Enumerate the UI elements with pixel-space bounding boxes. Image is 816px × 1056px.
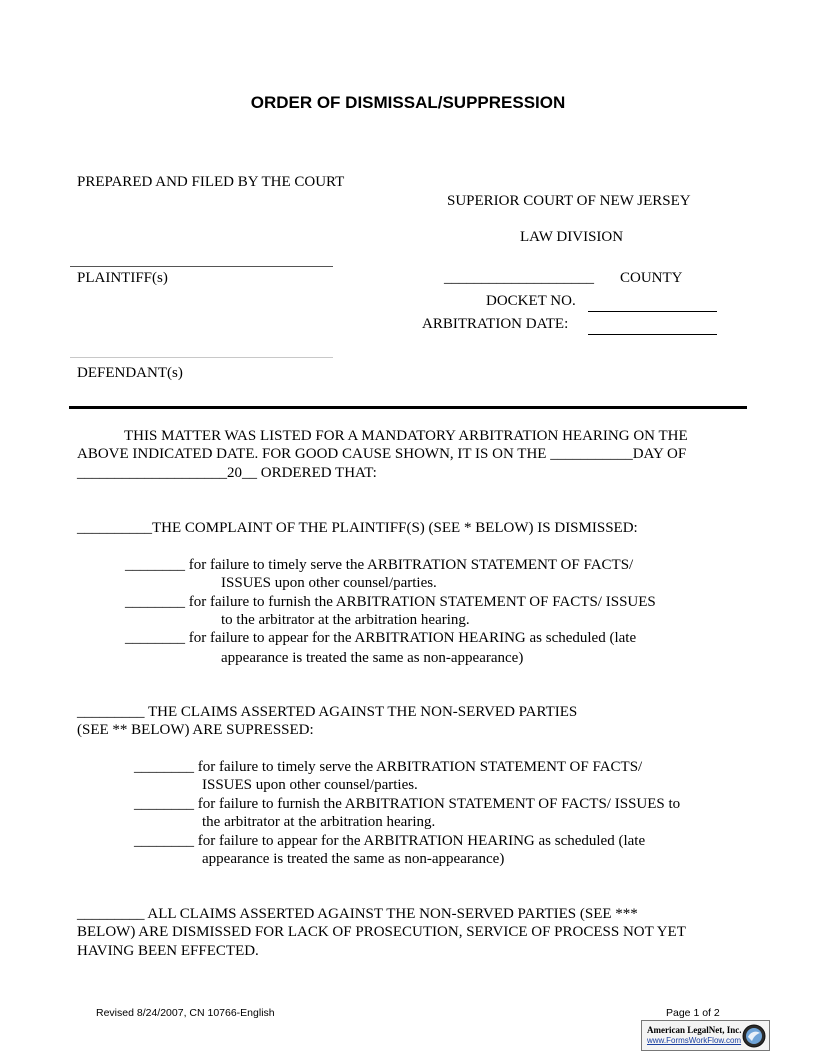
court-name: SUPERIOR COURT OF NEW JERSEY [447,193,691,209]
s1-item-2-line-2: to the arbitrator at the arbitration hearing. [221,612,470,628]
s2-item-2-line-1: ________ for failure to furnish the ARBITRATION STATEMENT OF FACTS/ ISSUES to [134,796,681,812]
intro-line-3: ____________________20__ ORDERED THAT: [77,465,377,481]
legalnet-logo[interactable] [641,1020,770,1051]
claims-dismissed-line-3: HAVING BEEN EFFECTED. [77,943,259,959]
county-label: COUNTY [620,270,683,286]
defendant-line [70,357,333,358]
logo-company-name: American LegalNet, Inc. [647,1025,742,1035]
intro-line-1: THIS MATTER WAS LISTED FOR A MANDATORY ARBITRATION HEARING ON THE [124,428,688,444]
division-name: LAW DIVISION [520,229,624,245]
plaintiff-label: PLAINTIFF(s) [77,270,168,286]
claims-suppressed-heading-1: _________ THE CLAIMS ASSERTED AGAINST THE NON-SERVED PARTIES [77,704,578,720]
arbitration-date-field[interactable] [588,334,717,335]
document-title: ORDER OF DISMISSAL/SUPPRESSION [250,93,566,112]
s1-item-1-line-2: ISSUES upon other counsel/parties. [221,575,437,591]
logo-website-link[interactable]: www.FormsWorkFlow.com [647,1036,742,1045]
plaintiff-line [70,266,333,267]
county-blank[interactable]: ____________________ [444,270,594,286]
header-divider [69,406,747,409]
intro-line-2: ABOVE INDICATED DATE. FOR GOOD CAUSE SHOWN, IT IS ON THE ___________DAY OF [77,446,687,462]
globe-icon [742,1024,766,1048]
prepared-by-label: PREPARED AND FILED BY THE COURT [77,174,345,190]
claims-dismissed-line-2: BELOW) ARE DISMISSED FOR LACK OF PROSECUTION, SERVICE OF PROCESS NOT YET [77,924,686,940]
claims-suppressed-heading-2: (SEE ** BELOW) ARE SUPRESSED: [77,722,314,738]
s2-item-1-line-1: ________ for failure to timely serve the ARBITRATION STATEMENT OF FACTS/ [134,759,643,775]
revision-note: Revised 8/24/2007, CN 10766-English [96,1007,275,1019]
docket-field[interactable] [588,311,717,312]
s2-item-1-line-2: ISSUES upon other counsel/parties. [202,777,418,793]
arbitration-date-label: ARBITRATION DATE: [422,316,569,332]
docket-label: DOCKET NO. [486,293,576,309]
s2-item-3-line-2: appearance is treated the same as non-appearance) [202,851,505,867]
complaint-dismissed-heading: __________THE COMPLAINT OF THE PLAINTIFF(S) (SEE * BELOW) IS DISMISSED: [77,520,638,536]
s1-item-3-line-2: appearance is treated the same as non-appearance) [221,650,524,666]
claims-dismissed-line-1: _________ ALL CLAIMS ASSERTED AGAINST THE NON-SERVED PARTIES (SEE *** [77,906,638,922]
s1-item-2-line-1: ________ for failure to furnish the ARBITRATION STATEMENT OF FACTS/ ISSUES [125,594,656,610]
page-number: Page 1 of 2 [666,1007,720,1019]
s2-item-2-line-2: the arbitrator at the arbitration hearing. [202,814,436,830]
defendant-label: DEFENDANT(s) [77,365,183,381]
s2-item-3-line-1: ________ for failure to appear for the ARBITRATION HEARING as scheduled (late [134,833,646,849]
s1-item-3-line-1: ________ for failure to appear for the ARBITRATION HEARING as scheduled (late [125,630,637,646]
s1-item-1-line-1: ________ for failure to timely serve the ARBITRATION STATEMENT OF FACTS/ [125,557,634,573]
